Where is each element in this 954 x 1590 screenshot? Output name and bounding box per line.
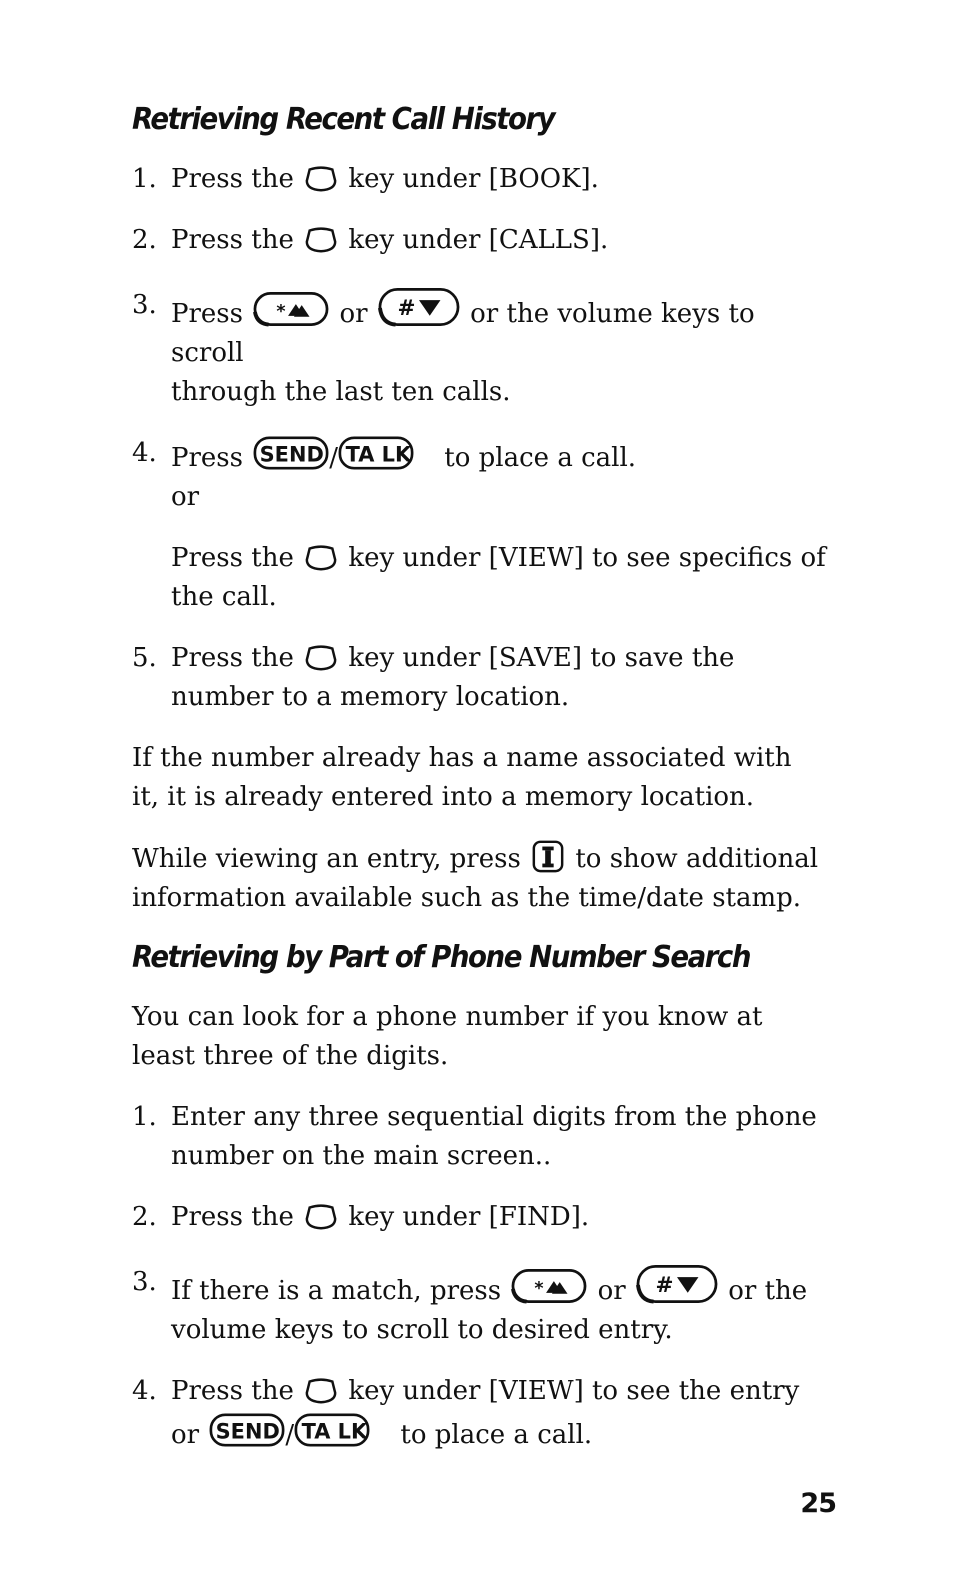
manual-page xyxy=(132,98,832,1455)
step-number: 1. xyxy=(132,1102,157,1132)
list-item: 5. Press the key under [SAVE] to save the number to a memory location. xyxy=(132,639,832,717)
recent-calls-steps xyxy=(132,160,832,918)
pound-down-key-icon xyxy=(378,286,460,328)
number-search-steps xyxy=(132,998,832,1455)
step-number: 3. xyxy=(132,1267,157,1297)
step-number: 2. xyxy=(132,225,157,255)
info-key-icon xyxy=(531,839,565,873)
soft-key-icon xyxy=(304,163,338,193)
talk-key-icon xyxy=(338,434,414,472)
step-number: 5. xyxy=(132,643,157,673)
soft-key-icon xyxy=(304,224,338,254)
soft-key-icon xyxy=(304,1375,338,1405)
step-number: 4. xyxy=(132,438,157,468)
list-item: 2. Press the key under [FIND]. xyxy=(132,1198,832,1237)
send-key-icon xyxy=(253,434,329,472)
list-item: 3. If there is a match, press or or the volume keys to scroll to desired entry. xyxy=(132,1263,832,1350)
star-up-key-icon xyxy=(253,290,329,328)
list-item: 4. Press / to place a call. or Press the key under [VIEW] to see specifics of the call. xyxy=(132,434,832,617)
step-number: 2. xyxy=(132,1202,157,1232)
step-number: 3. xyxy=(132,290,157,320)
list-item: 1. Press the key under [BOOK]. xyxy=(132,160,832,199)
list-item: 2. Press the key under [CALLS]. xyxy=(132,221,832,260)
pound-down-key-icon xyxy=(636,1263,718,1305)
soft-key-icon xyxy=(304,1201,338,1231)
talk-key-icon xyxy=(294,1411,370,1449)
list-item: 3. Press or or the volume keys to scroll through the last ten calls. xyxy=(132,286,832,412)
list-item: 1. Enter any three sequential digits from the phone number on the main screen.. xyxy=(132,1098,832,1176)
section-heading-number-search: Retrieving by Part of Phone Number Search xyxy=(132,940,750,975)
step-number: 1. xyxy=(132,164,157,194)
step-number: 4. xyxy=(132,1376,157,1406)
page-number: 25 xyxy=(800,1488,836,1519)
note-paragraph: If the number already has a name associated with it, it is already entered into a memory location. xyxy=(132,743,792,812)
section-heading-recent-calls: Retrieving Recent Call History xyxy=(132,102,555,137)
list-item: 4. Press the key under [VIEW] to see the entry or / to place a call. xyxy=(132,1372,832,1455)
soft-key-icon xyxy=(304,642,338,672)
star-up-key-icon xyxy=(511,1267,587,1305)
soft-key-icon xyxy=(304,542,338,572)
intro-paragraph: You can look for a phone number if you know at least three of the digits. xyxy=(132,1002,763,1071)
send-key-icon xyxy=(209,1411,285,1449)
note-paragraph: While viewing an entry, press to show additional information available such as the time/date stamp. xyxy=(132,839,832,918)
